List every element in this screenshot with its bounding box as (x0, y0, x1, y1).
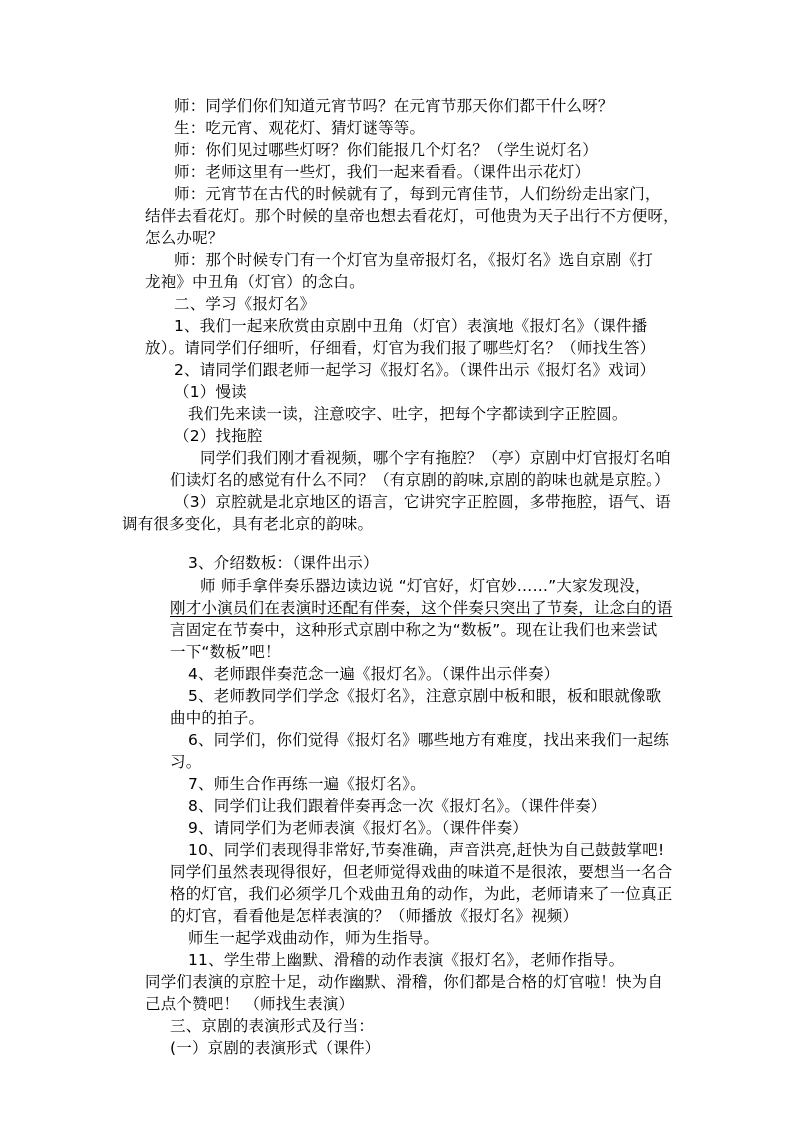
text-line: 6、同学们，你们觉得《报灯名》哪些地方有难度，找出来我们一起练 (188, 731, 670, 749)
text-line: 龙袍》中丑角（灯官）的念白。 (145, 273, 365, 291)
text-line: （2）找拖腔 (174, 427, 263, 445)
text-line: 10、同学们表现得非常好,节奏准确，声音洪亮,赶快为自己鼓鼓掌吧! (188, 841, 665, 859)
text-line: 9、请同学们为老师表演《报灯名》。（课件伴奏） (188, 819, 528, 837)
text-line: 我们先来读一读，注意咬字、吐字，把每个字都读到字正腔圆。 (188, 405, 628, 423)
text-line: 4、老师跟伴奏范念一遍《报灯名》。（课件出示伴奏） (188, 665, 560, 683)
text-line: 放）。请同学们仔细听，仔细看，灯官为我们报了哪些灯名？（师找生答） (145, 339, 656, 357)
text-line: 同学们表演的京腔十足，动作幽默、滑稽，你们都是合格的灯官啦！快为自 (145, 973, 664, 991)
text-line: 格的灯官，我们必须学几个戏曲丑角的动作，为此，老师请来了一位真正 (170, 885, 673, 903)
text-line: 们读灯名的感觉有什么不同？（有京剧的韵味,京剧的韵味也就是京腔。） (170, 471, 670, 489)
text-line: 师：老师这里有一些灯，我们一起来看看。（课件出示花灯） (174, 163, 591, 181)
text-line: （3）京腔就是北京地区的语言，它讲究字正腔圆，多带拖腔，语气、语 (174, 493, 671, 511)
text-line: （1）慢读 (174, 383, 247, 401)
text-line: 刚才小演员们在表演时还配有伴奏，这个伴奏只突出了节奏，让念白的语 (170, 599, 673, 617)
text-line: 7、师生合作再练一遍《报灯名》。 (188, 775, 426, 793)
text-line: 师：元宵节在古代的时候就有了，每到元宵佳节，人们纷纷走出家门， (174, 185, 661, 203)
section-heading: 三、京剧的表演形式及行当： (170, 1017, 375, 1035)
text-line: (一）京剧的表演形式（课件） (170, 1039, 381, 1057)
text-line: 言固定在节奏中，这种形式京剧中称之为“数板”。现在让我们也来尝试 (170, 621, 658, 639)
text-line: 己点个赞吧！ （师找生表演） (145, 995, 355, 1013)
text-line: 的灯官，看看他是怎样表演的？（师播放《报灯名》视频） (170, 907, 579, 925)
text-line: 师生一起学戏曲动作，师为生指导。 (188, 929, 440, 947)
text-line: 结伴去看花灯。那个时候的皇帝也想去看花灯，可他贵为天子出行不方便呀， (145, 207, 679, 225)
text-line: 师：同学们你们知道元宵节吗？在元宵节那天你们都干什么呀？ (174, 97, 614, 115)
text-line: 5、老师教同学们学念《报灯名》，注意京剧中板和眼，板和眼就像歌 (188, 687, 662, 705)
text-line: 生：吃元宵、观花灯、猜灯谜等等。 (174, 119, 426, 137)
text-line: 1、我们一起来欣赏由京剧中丑角（灯官）表演地《报灯名》（课件播 (174, 317, 648, 335)
text-line: 2、请同学们跟老师一起学习《报灯名》。（课件出示《报灯名》戏词） (174, 361, 656, 379)
text-line: 师 师手拿伴奏乐器边读边说 “灯官好，灯官妙……”大家发现没， (200, 577, 651, 595)
text-line: 同学们虽然表现得很好，但老师觉得戏曲的味道不是很浓，要想当一名合 (170, 863, 673, 881)
text-line: 师：你们见过哪些灯呀？你们能报几个灯名？（学生说灯名） (174, 141, 598, 159)
text-line: 11、学生带上幽默、滑稽的动作表演《报灯名》，老师作指导。 (188, 951, 625, 969)
text-line: 师：那个时候专门有一个灯官为皇帝报灯名，《报灯名》选自京剧《打 (174, 251, 653, 269)
section-heading: 二、学习《报灯名》 (174, 295, 316, 313)
text-line: 习。 (170, 753, 202, 771)
text-line: 怎么办呢？ (145, 229, 224, 247)
text-line: 曲中的拍子。 (170, 709, 265, 727)
text-line: 同学们我们刚才看视频，哪个字有拖腔？（亭）京剧中灯官报灯名咱 (200, 449, 672, 467)
text-line: 3、介绍数板：（课件出示） (188, 554, 379, 572)
text-line: 8、同学们让我们跟着伴奏再念一次《报灯名》。（课件伴奏） (188, 797, 607, 815)
text-line: 一下“数板”吧！ (170, 643, 281, 661)
text-line: 调有很多变化，具有老北京的韵味。 (122, 515, 374, 533)
